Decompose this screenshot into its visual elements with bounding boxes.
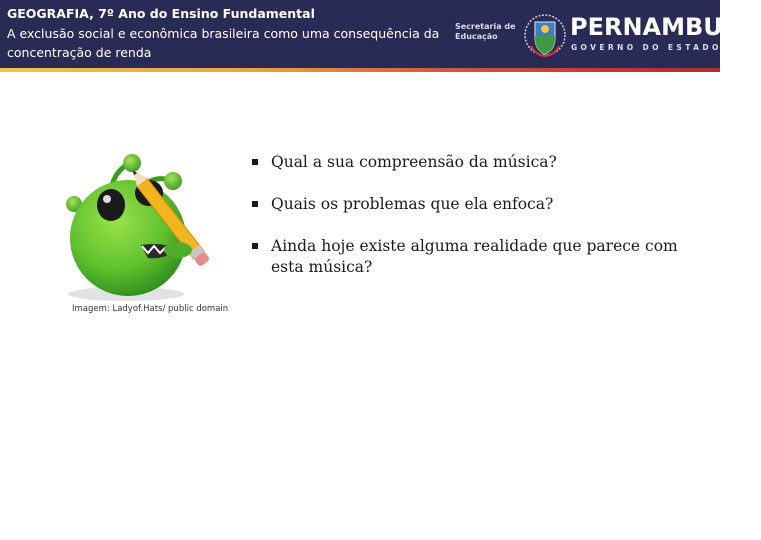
secretaria-line-2: Educação bbox=[455, 32, 498, 41]
question-item bbox=[252, 236, 692, 278]
question-item bbox=[252, 194, 692, 215]
question-text: Qual a sua compreensão da música? bbox=[271, 153, 557, 171]
square-bullet-icon bbox=[252, 243, 258, 249]
secretaria-label bbox=[455, 22, 516, 42]
question-text: Ainda hoje existe alguma realidade que parece com esta música? bbox=[271, 237, 678, 276]
state-name: PERNAMBUCO bbox=[570, 13, 761, 41]
square-bullet-icon bbox=[252, 159, 258, 165]
state-government-label: GOVERNO DO ESTADO bbox=[571, 43, 722, 52]
question-list bbox=[252, 152, 692, 278]
slide-header bbox=[0, 0, 761, 68]
slide-title: GEOGRAFIA, 7º Ano do Ensino Fundamental bbox=[7, 6, 315, 21]
state-crest-icon bbox=[523, 12, 567, 58]
secretaria-line-1: Secretaria de bbox=[455, 22, 516, 31]
header-color-stripe bbox=[0, 68, 720, 72]
green-alien-with-pencil-icon bbox=[56, 150, 246, 305]
question-item bbox=[252, 152, 692, 173]
square-bullet-icon bbox=[252, 201, 258, 207]
image-credit: Imagem: Ladyof.Hats/ public domain bbox=[72, 304, 229, 314]
slide-subtitle: A exclusão social e econômica brasileira como uma consequência da concentração de renda bbox=[7, 26, 440, 60]
question-text: Quais os problemas que ela enfoca? bbox=[271, 195, 554, 213]
